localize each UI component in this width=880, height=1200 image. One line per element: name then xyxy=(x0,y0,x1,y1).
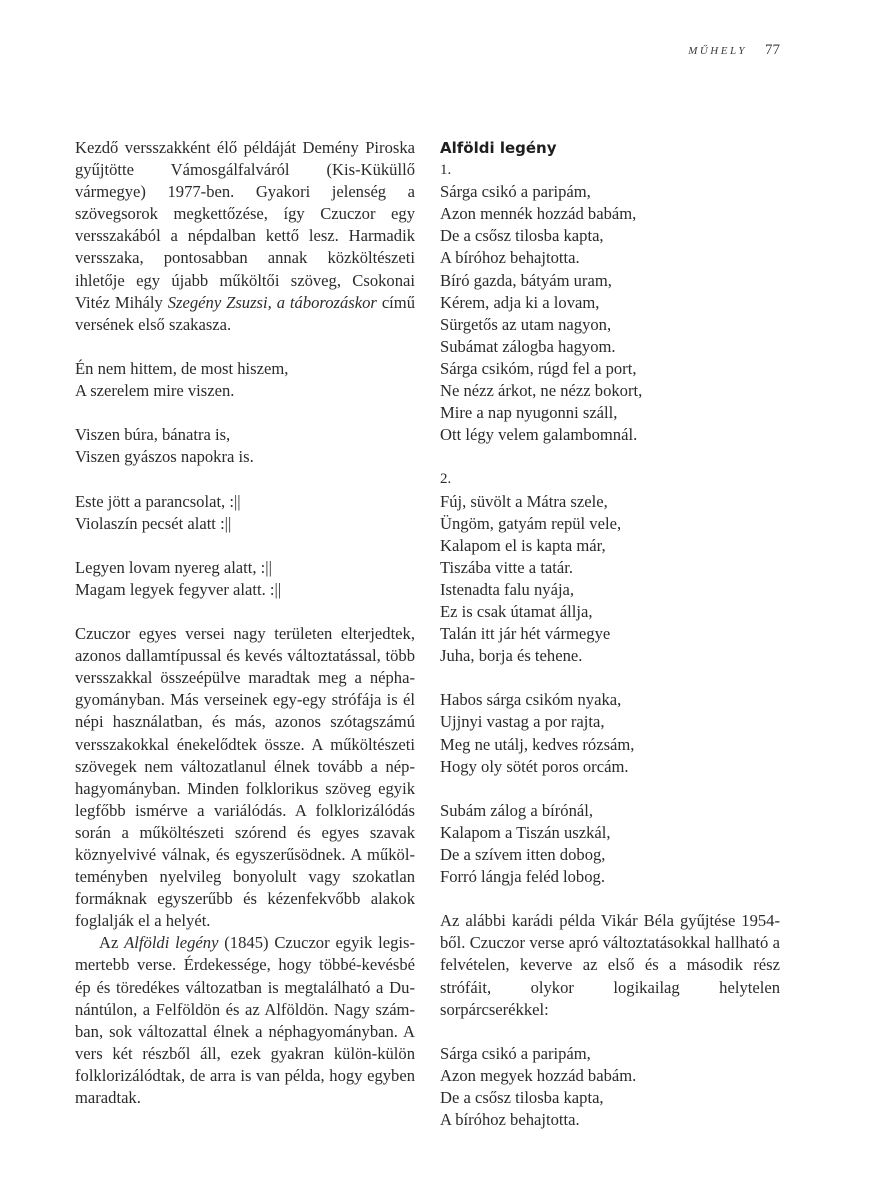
verse-line: Én nem hittem, de most hiszem, xyxy=(75,358,289,378)
right-column xyxy=(440,137,780,1131)
poem-heading: Alföldi legény xyxy=(440,139,557,157)
verse-line: Hogy oly sötét poros orcám. xyxy=(440,756,629,776)
verse-line: Magam legyek fegyver alatt. :|| xyxy=(75,579,282,599)
verse-line: Sürgetős az utam nagyon, xyxy=(440,314,612,334)
verse-line: De a szívem itten dobog, xyxy=(440,845,606,864)
verse-line: Ujjnyi vastag a por rajta, xyxy=(440,712,605,732)
verse-line: Azon mennék hozzád babám, xyxy=(440,204,637,224)
verse-line: Juha, borja és tehene. xyxy=(440,646,583,666)
section-title: MŰHELY xyxy=(688,45,747,57)
text-run: Az xyxy=(99,933,125,953)
karad-verse xyxy=(440,1043,780,1131)
verse-line: A bíróhoz behajtotta. xyxy=(440,248,580,268)
page-number: 77 xyxy=(765,42,780,58)
body-paragraph xyxy=(75,932,415,1109)
stanza xyxy=(75,424,415,468)
verse-line: Sárga csikó a paripám, xyxy=(440,1043,591,1063)
verse-line: Este jött a parancsolat, :|| xyxy=(75,491,241,511)
verse-line: Kalapom a Tiszán uszkál, xyxy=(440,822,611,842)
verse-line: Meg ne utálj, kedves rózsám, xyxy=(440,734,635,754)
verse-line: Tiszába vitte a tatár. xyxy=(440,557,574,577)
verse-line: Talán itt jár hét vármegye xyxy=(440,624,611,644)
part-number: 1. xyxy=(440,162,452,179)
verse-line: Subám zálog a bírónál, xyxy=(440,800,593,820)
verse-line: Ne nézz árkot, ne nézz bokort, xyxy=(440,381,643,401)
poem-title-italic: Szegény Zsuzsi, a táborozáskor xyxy=(167,292,377,312)
left-column xyxy=(75,137,415,1109)
verse-line: Sárga csikóm, rúgd fel a port, xyxy=(440,358,637,378)
part2-stanza xyxy=(440,689,780,777)
running-head xyxy=(688,42,780,59)
verse-line: A bíróhoz behajtotta. xyxy=(440,1110,580,1130)
verse-line: Viszen gyászos napokra is. xyxy=(75,447,254,467)
stanza xyxy=(75,358,415,402)
part2-stanza xyxy=(440,800,780,888)
intro-paragraph xyxy=(75,137,415,336)
body-paragraph: Czuczor egyes versei nagy területen elterjedtek, azonos dallamtípussal és kevés változtatással, több versszakkal összeépülve maradtak meg a néphagyományban. Más verseinek egy-egy strófája is él népi használatban, és más, azonos szótagszámú versszakokkal énekelődtek össze. A műköltészeti szövegek nem változatlanul élnek tovább a néphagyományban. Minden folklorikus szöveg egyik legfőbb ismérve a variálódás. A folklorizálódás során a műköltészeti szórend és egyes szavak köznyelvivé válnak, és egyszerűsödnek. A műkölteményben nyelvileg bonyolult vagy szokatlan formáknak egyszerűbb és kézenfekvőbb alakok foglalják el a helyét. xyxy=(75,624,415,931)
poem-title-italic: Alföldi legény xyxy=(124,933,219,953)
verse-line: Viszen búra, bánatra is, xyxy=(75,425,231,445)
verse-line: Fúj, süvölt a Mátra szele, xyxy=(440,491,608,511)
verse-line: Sárga csikó a paripám, xyxy=(440,182,591,202)
verse-line: A szerelem mire viszen. xyxy=(75,381,235,401)
karad-paragraph: Az alábbi karádi példa Vikár Béla gyűjtése 1954-ből. Czuczor verse apró változtatásokkal hallható a felvételen, keverve az első és a második rész strófáit, olykor logikailag helytelen sorpárcserékkel: xyxy=(440,911,780,1019)
verse-line: Subámat zálogba hagyom. xyxy=(440,336,616,356)
verse-line: Mire a nap nyugonni száll, xyxy=(440,403,618,423)
text-run: című versének első szakasza. xyxy=(75,292,415,334)
verse-line: Üngöm, gatyám repül vele, xyxy=(440,513,622,533)
verse-line: Ez is csak útamat állja, xyxy=(440,601,593,621)
part2-stanza xyxy=(440,491,780,668)
verse-line: Habos sárga csikóm nyaka, xyxy=(440,690,622,710)
part1-verse xyxy=(440,181,780,446)
stanza xyxy=(75,557,415,601)
verse-line: Violaszín pecsét alatt :|| xyxy=(75,513,232,533)
verse-line: Kalapom el is kapta már, xyxy=(440,535,606,555)
text-run: (1845) Czuczor egyik legismertebb verse. Érdekessége, hogy többé-kevésbé ép és töredékes változatban is megtalálható a Dunántúlon, a Felföldön és az Alföldön. Nagy számban, sok változattal élnek a néphagyományban. A vers két részből áll, ezek gyakran külön-külön folklorizálódtak, de arra is van példa, hogy egyben maradtak. xyxy=(75,933,415,1108)
verse-line: Bíró gazda, bátyám uram, xyxy=(440,270,612,290)
verse-line: Azon megyek hozzád babám. xyxy=(440,1065,637,1085)
part-number: 2. xyxy=(440,471,452,488)
verse-line: De a csősz tilosba kapta, xyxy=(440,226,604,246)
verse-line: Ott légy velem galambomnál. xyxy=(440,425,638,445)
verse-line: Legyen lovam nyereg alatt, :|| xyxy=(75,557,272,577)
verse-line: De a csősz tilosba kapta, xyxy=(440,1088,604,1108)
verse-line: Istenadta falu nyája, xyxy=(440,579,575,599)
verse-line: Forró lángja feléd lobog. xyxy=(440,867,605,887)
verse-line: Kérem, adja ki a lovam, xyxy=(440,292,600,312)
text-run: Kezdő versszakként élő példáját Demény Piroska gyűjtötte Vámosgálfalváról (Kis-Küküllő vármegye) 1977-ben. Gyakori jelenség a szövegsorok megkettőzése, így Czuczor egy versszakából a népdalban kettő lesz. Harmadik versszaka, pontosabban annak közköltészeti ihletője egy újabb műköltői szöveg, Csokonai Vitéz Mihály xyxy=(75,138,415,312)
stanza xyxy=(75,491,415,535)
